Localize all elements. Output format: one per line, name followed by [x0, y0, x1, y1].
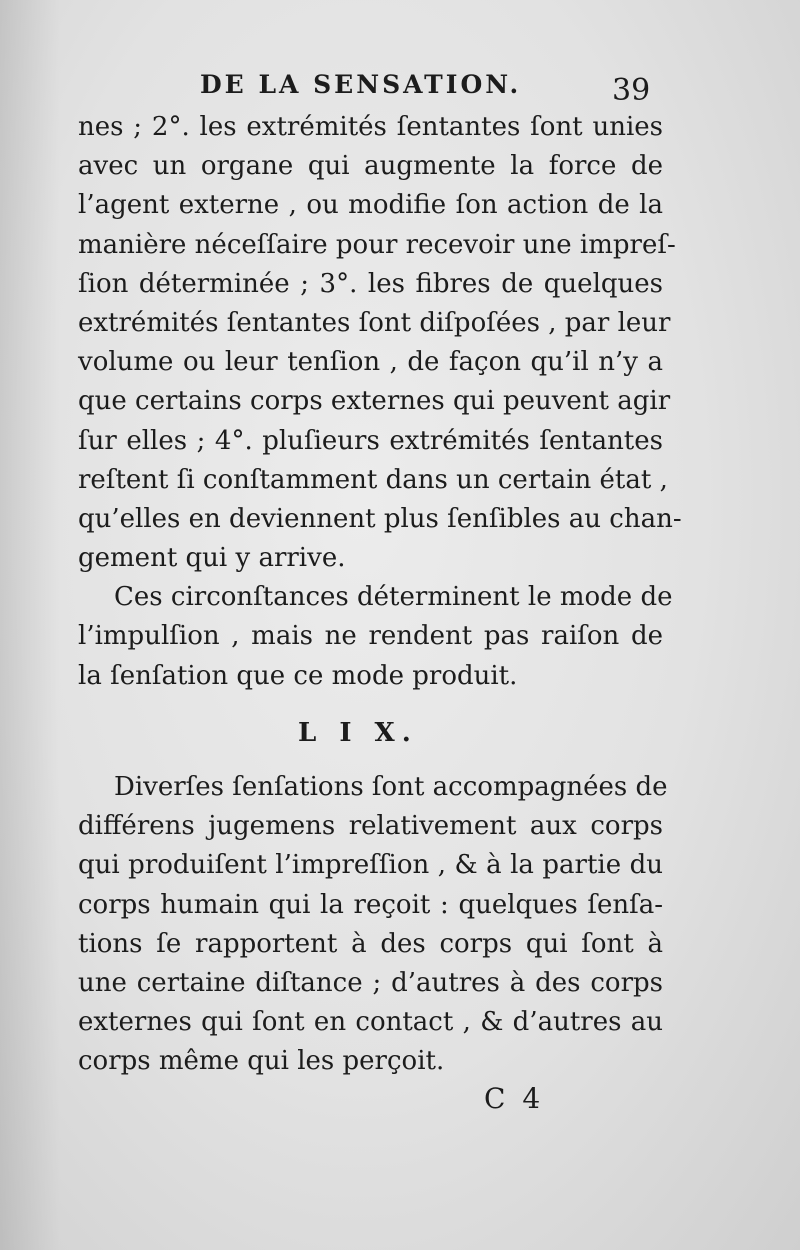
text-line: qui produiſent l’impreſſion , & à la partie du	[78, 850, 663, 881]
text-line: nes ; 2°. les extrémités ſentantes ſont unies	[78, 112, 663, 142]
text-line: l’agent externe , ou modifie ſon action de la	[78, 190, 663, 221]
signature-mark: C 4	[484, 1082, 545, 1115]
text-line: reſtent ſi conſtamment dans un certain état ,	[78, 464, 668, 495]
text-line: la ſenſation que ce mode produit.	[78, 660, 518, 691]
page-number: 39	[612, 73, 651, 108]
text-line: Ces circonſtances déterminent le mode de	[114, 582, 673, 613]
text-line: extrémités ſentantes ſont diſpoſées , par leur	[78, 307, 671, 338]
text-line: ſion déterminée ; 3°. les fibres de quelques	[78, 268, 663, 299]
text-line: qu’elles en deviennent plus ſenſibles au chan-	[78, 503, 682, 534]
text-line: volume ou leur tenſion , de façon qu’il n’y a	[78, 347, 663, 378]
text-line: corps même qui les perçoit.	[78, 1046, 445, 1077]
text-line: ſur elles ; 4°. pluſieurs extrémités ſentantes	[78, 425, 663, 456]
text-line: différens jugemens relativement aux corps	[78, 811, 663, 842]
text-line: l’impulſion , mais ne rendent pas raiſon de	[78, 621, 663, 652]
text-line: manière néceſſaire pour recevoir une impreſ-	[78, 229, 676, 260]
text-line: corps humain qui la reçoit : quelques ſenſa-	[78, 889, 663, 920]
text-line: externes qui ſont en contact , & d’autres au	[78, 1007, 663, 1038]
text-line: une certaine diſtance ; d’autres à des corps	[78, 967, 663, 998]
text-line: Diverſes ſenſations ſont accompagnées de	[114, 772, 668, 802]
text-line: gement qui y arrive.	[78, 543, 346, 574]
text-line: avec un organe qui augmente la force de	[78, 151, 663, 182]
paragraph-lix	[78, 768, 668, 1082]
running-head: DE LA SENSATION.	[200, 70, 522, 99]
text-line: que certains corps externes qui peuvent agir	[78, 386, 671, 417]
paragraph-continued	[78, 108, 682, 696]
section-heading: L I X.	[298, 718, 418, 748]
text-line: tions ſe rapportent à des corps qui ſont à	[78, 928, 663, 959]
gutter-shadow	[0, 0, 60, 1250]
